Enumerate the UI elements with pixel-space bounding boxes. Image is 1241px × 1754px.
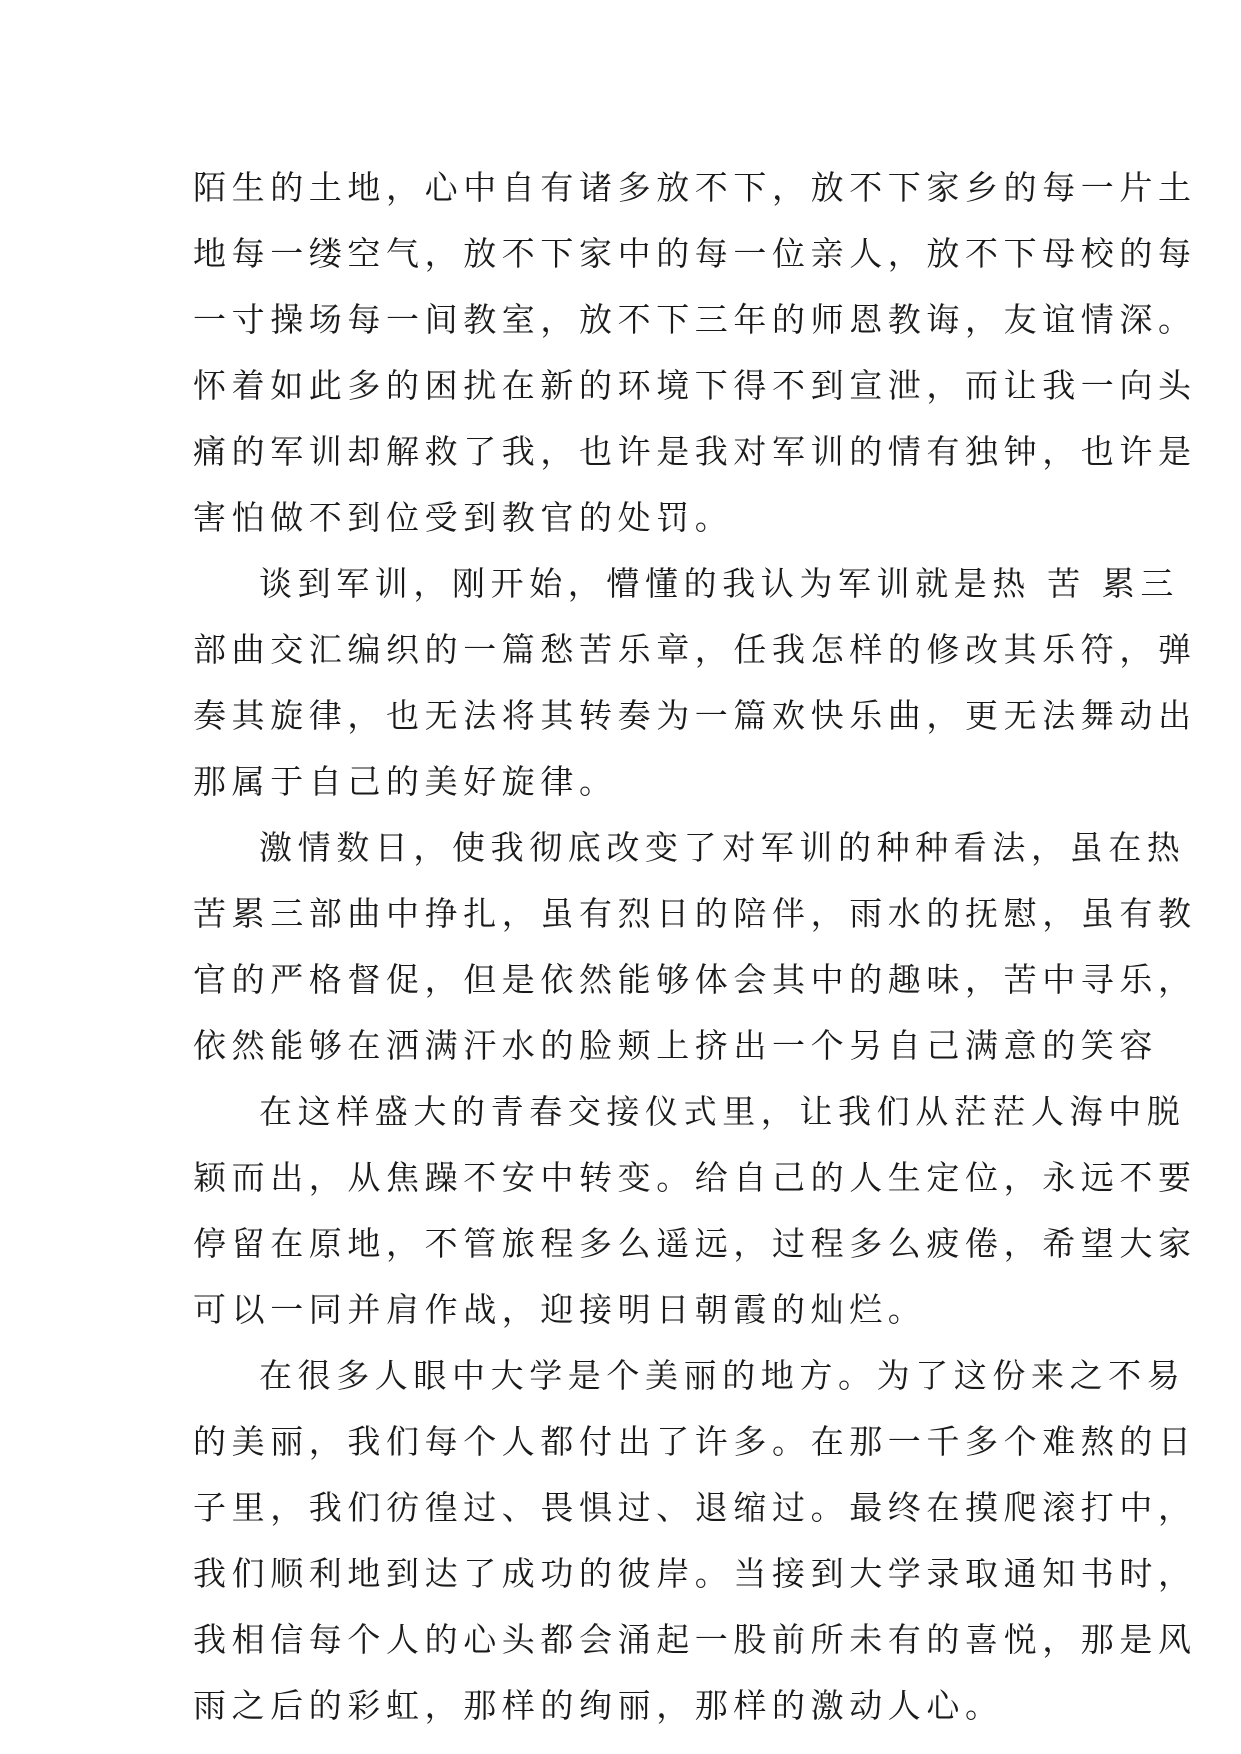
text-line: 的美丽，我们每个人都付出了许多。在那一千多个难熬的日 bbox=[193, 1422, 1197, 1461]
text-line: 陌生的土地，心中自有诸多放不下，放不下家乡的每一片土 bbox=[193, 168, 1197, 207]
text-line: 我们顺利地到达了成功的彼岸。当接到大学录取通知书时， bbox=[193, 1554, 1197, 1593]
text-line: 害怕做不到位受到教官的处罚。 bbox=[193, 498, 734, 537]
text-line: 颖而出，从焦躁不安中转变。给自己的人生定位，永远不要 bbox=[193, 1158, 1197, 1197]
text-line: 子里，我们彷徨过、畏惧过、退缩过。最终在摸爬滚打中， bbox=[193, 1488, 1197, 1527]
text-line: 怀着如此多的困扰在新的环境下得不到宣泄，而让我一向头 bbox=[193, 366, 1197, 405]
document-body bbox=[193, 155, 1197, 1739]
text-line: 谈到军训，刚开始，懵懂的我认为军训就是热 苦 累三 bbox=[259, 564, 1179, 603]
text-line: 奏其旋律，也无法将其转奏为一篇欢快乐曲，更无法舞动出 bbox=[193, 696, 1197, 735]
text-line: 部曲交汇编织的一篇愁苦乐章，任我怎样的修改其乐符，弹 bbox=[193, 630, 1197, 669]
text-line: 雨之后的彩虹，那样的绚丽，那样的激动人心。 bbox=[193, 1686, 1004, 1725]
text-line: 苦累三部曲中挣扎，虽有烈日的陪伴，雨水的抚慰，虽有教 bbox=[193, 894, 1197, 933]
text-line: 停留在原地，不管旅程多么遥远，过程多么疲倦，希望大家 bbox=[193, 1224, 1197, 1263]
text-line: 激情数日，使我彻底改变了对军训的种种看法，虽在热 bbox=[259, 828, 1186, 867]
text-line: 我相信每个人的心头都会涌起一股前所未有的喜悦，那是风 bbox=[193, 1620, 1197, 1659]
text-line: 依然能够在洒满汗水的脸颊上挤出一个另自己满意的笑容 bbox=[193, 1026, 1158, 1065]
text-line: 那属于自己的美好旋律。 bbox=[193, 762, 618, 801]
text-line: 在这样盛大的青春交接仪式里，让我们从茫茫人海中脱 bbox=[259, 1092, 1186, 1131]
text-line: 痛的军训却解救了我，也许是我对军训的情有独钟，也许是 bbox=[193, 432, 1197, 471]
text-line: 一寸操场每一间教室，放不下三年的师恩教诲，友谊情深。 bbox=[193, 300, 1197, 339]
text-line: 地每一缕空气，放不下家中的每一位亲人，放不下母校的每 bbox=[193, 234, 1197, 273]
text-line: 官的严格督促，但是依然能够体会其中的趣味，苦中寻乐， bbox=[193, 960, 1197, 999]
text-line: 可以一同并肩作战，迎接明日朝霞的灿烂。 bbox=[193, 1290, 927, 1329]
text-line: 在很多人眼中大学是个美丽的地方。为了这份来之不易 bbox=[259, 1356, 1186, 1395]
